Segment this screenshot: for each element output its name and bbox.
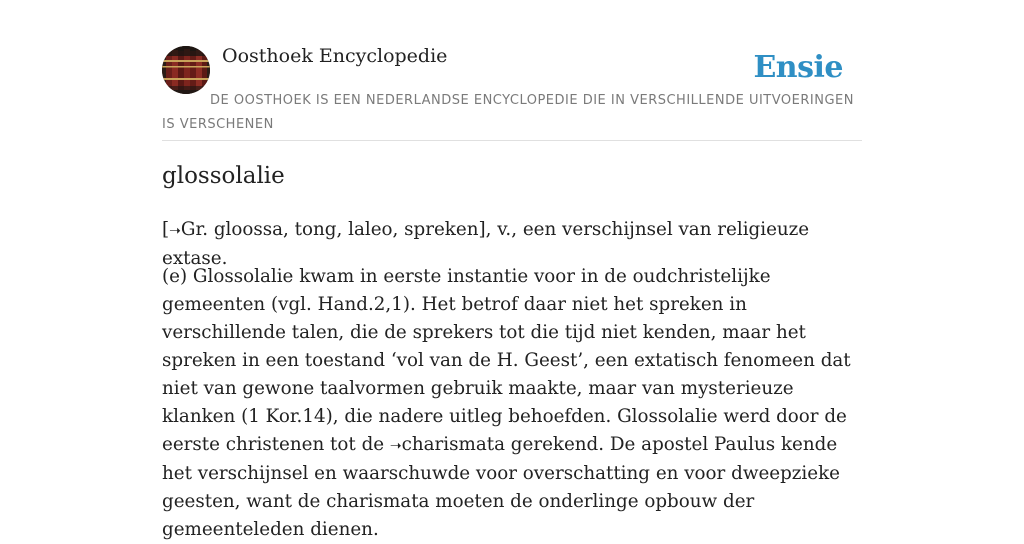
site-title[interactable]: Oosthoek Encyclopedie (222, 45, 448, 67)
cross-reference-arrow-icon[interactable]: ➝ (389, 438, 402, 454)
open-bracket: [ (162, 219, 170, 240)
body-text-part1: (e) Glossolalie kwam in eerste instantie voor in de oudchristelijke gemeenten (vgl. Hand.2,1). Het betrof daar niet het spreken in verschillende talen, die de sprekers tot die tijd niet kenden, maar het spreken in een toestand ‘vol van de H. Geest’, een extatisch fenomeen dat niet van gewone taalvormen gebruik maakte, maar van mysterieuze klanken (1 Kor.14), die nadere uitleg behoefden. Glossolalie werd door de eerste christenen tot de (162, 266, 851, 455)
article-title: glossolalie (162, 163, 285, 189)
brand-logo[interactable]: Ensie (753, 50, 843, 85)
site-header (162, 0, 862, 141)
definition-text: Gr. gloossa, tong, laleo, spreken], v., een verschijnsel van religieuze extase. (162, 219, 810, 269)
cross-reference-arrow-icon[interactable]: ➝ (169, 223, 181, 239)
site-tagline: DE OOSTHOEK IS EEN NEDERLANDSE ENCYCLOPEDIE DIE IN VERSCHILLENDE UITVOERINGEN IS VERSCHENEN (162, 93, 854, 132)
body-text-part2: charismata gerekend. De apostel Paulus kende het verschijnsel en waarschuwde voor overschatting en voor dweepzieke geesten, want de charismata moeten de onderlinge opbouw der gemeenteleden dienen. (162, 434, 840, 540)
encyclopedia-books-icon[interactable] (162, 46, 210, 94)
article-body (162, 263, 862, 544)
page (162, 0, 862, 540)
